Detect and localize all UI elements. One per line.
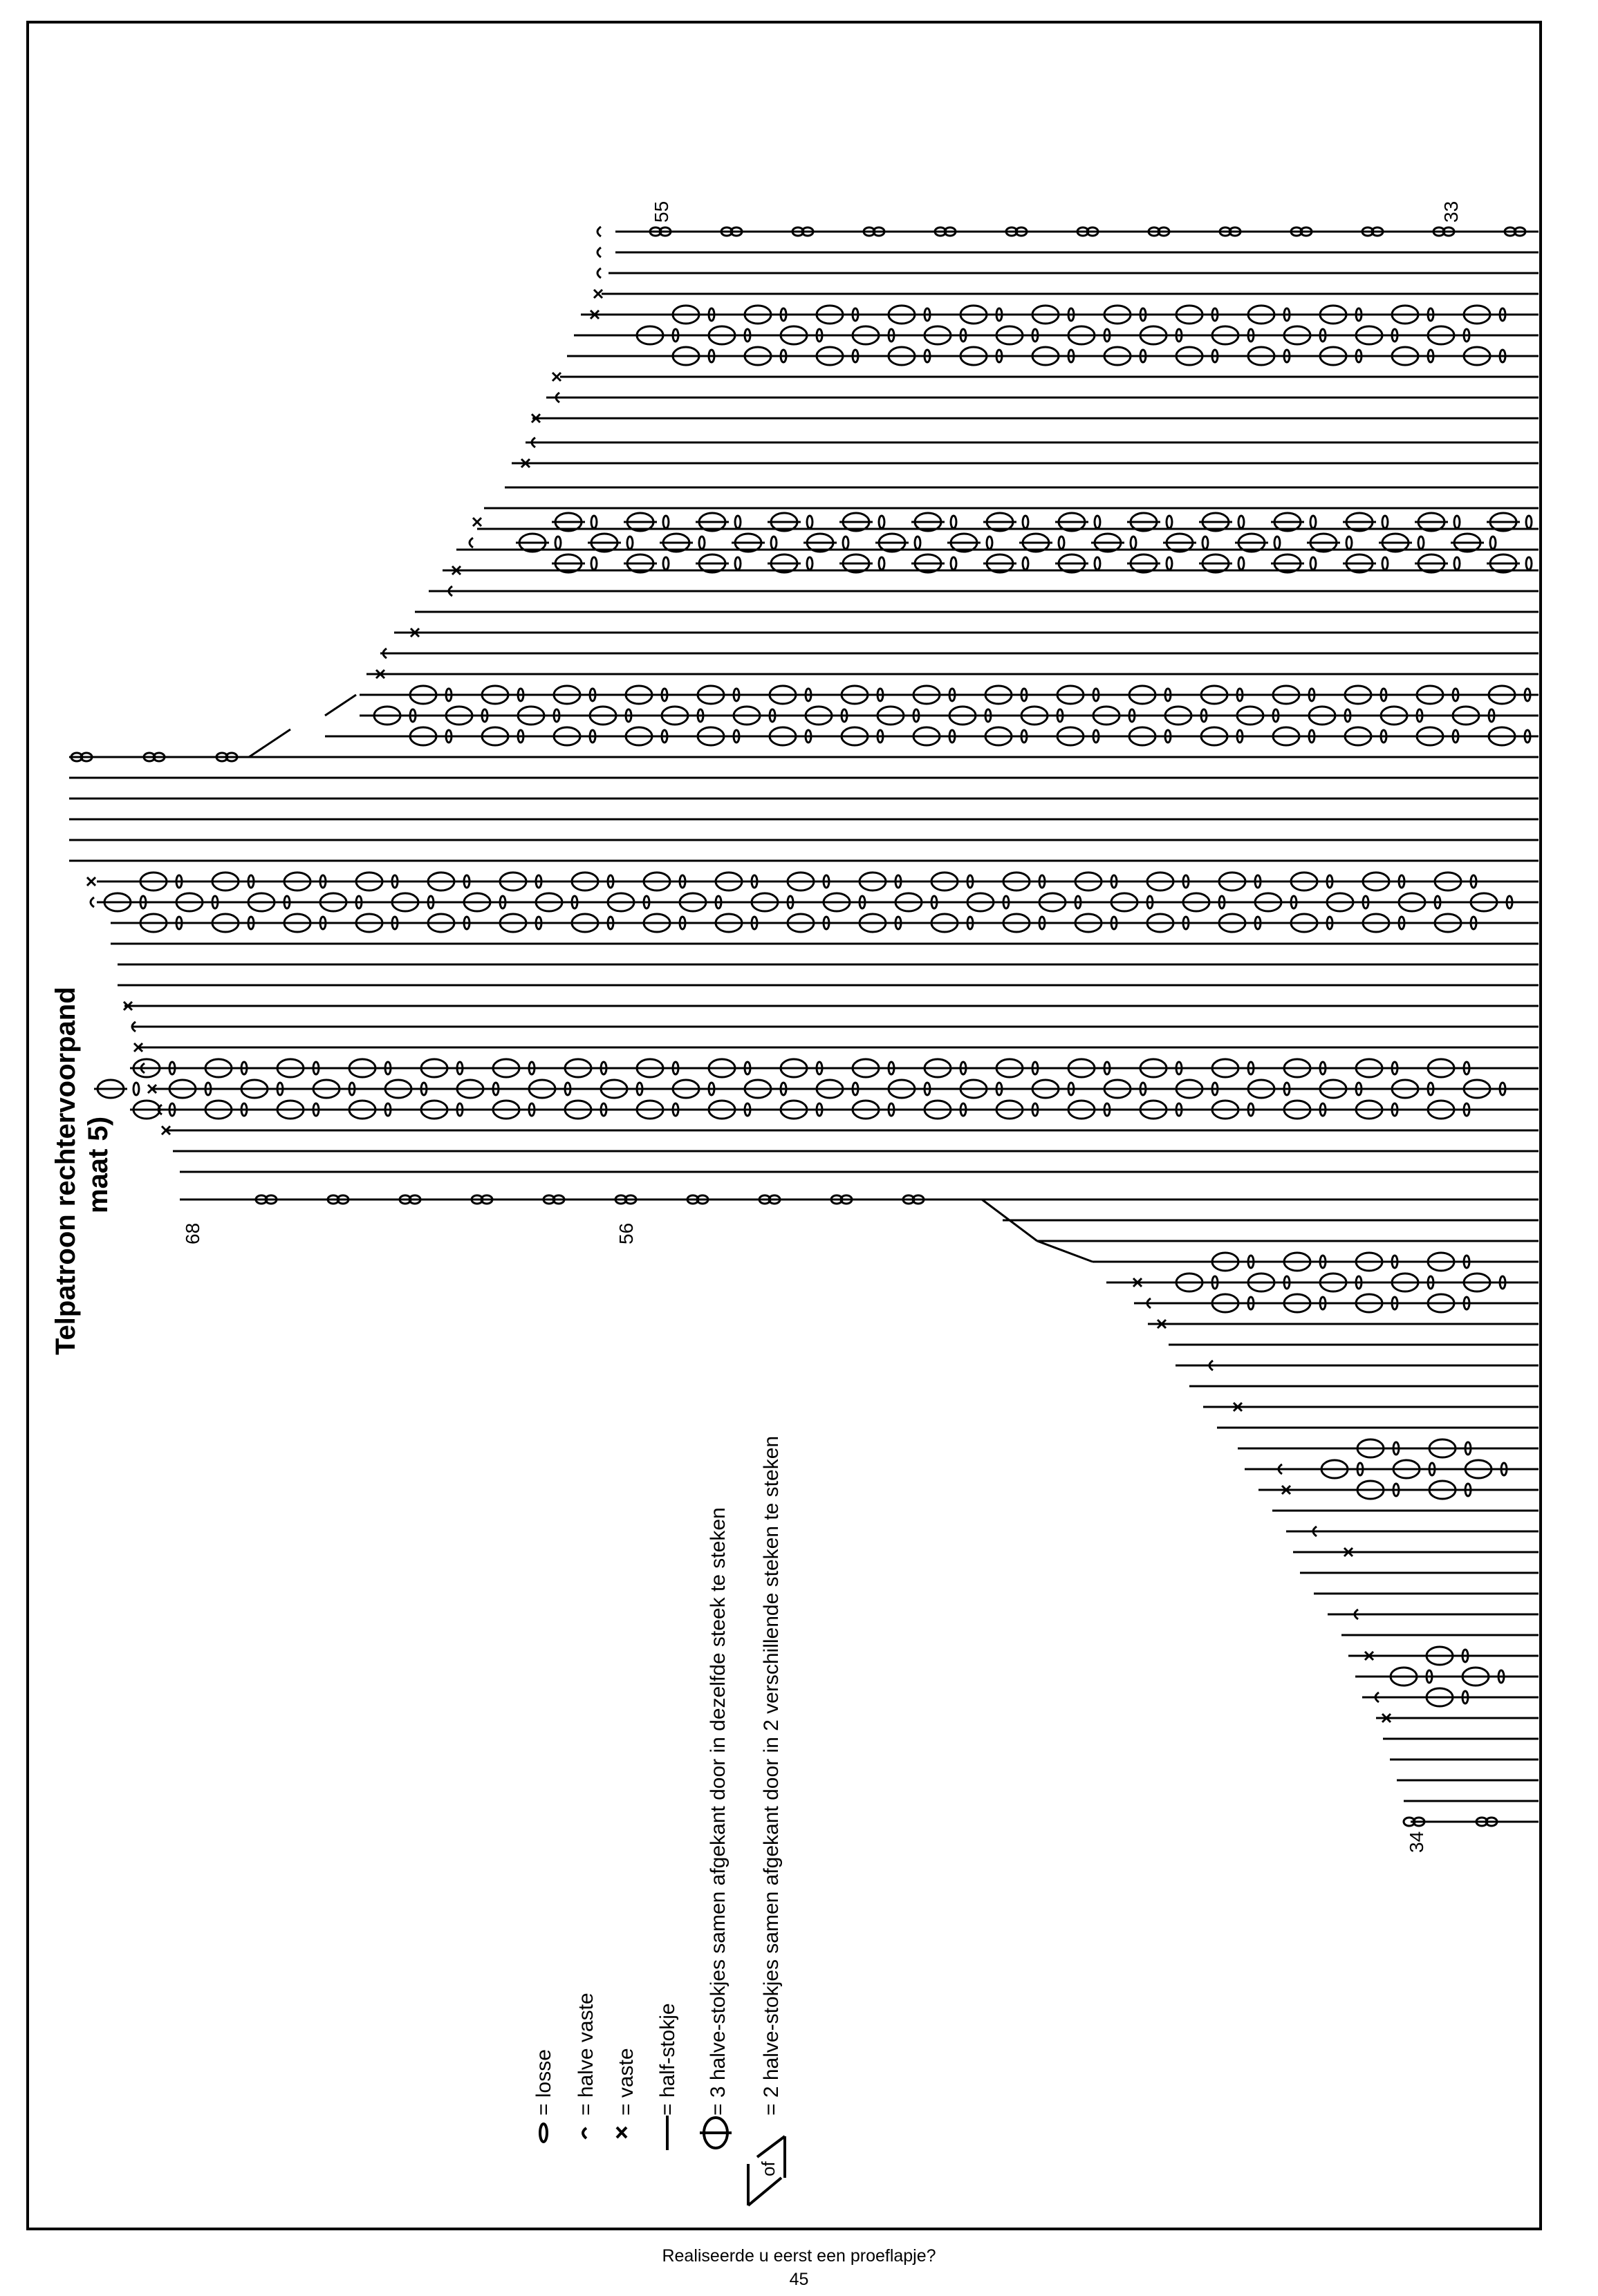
chain-stitch-mark (627, 536, 633, 549)
slip-stitch-mark (470, 538, 473, 548)
slip-stitch-mark (91, 897, 94, 907)
chain-stitch-mark (1059, 536, 1064, 549)
legend-label-three-hdc: = 3 halve-stokjes samen afgekant door in dezelfde steek te steken (707, 1507, 730, 2116)
legend (532, 1436, 785, 2205)
chain-stitch-mark (1095, 516, 1100, 528)
chain-stitch-mark (1167, 557, 1172, 570)
losse-icon (540, 2124, 547, 2142)
chain-stitch-mark (1454, 516, 1460, 528)
chain-stitch-mark (591, 516, 597, 528)
chain-stitch-mark (663, 557, 669, 570)
chain-stitch-mark (807, 557, 812, 570)
chart-title: Telpatroon rechtervoorpand (50, 987, 81, 1355)
shaping-diagonal (1037, 1241, 1093, 1262)
chain-stitch-mark (951, 516, 956, 528)
shaping-diagonal (325, 695, 356, 716)
chain-stitch-mark (1382, 516, 1388, 528)
chain-stitch-mark (951, 557, 956, 570)
single-crochet-mark (594, 290, 602, 298)
chain-stitch-mark (915, 536, 920, 549)
row-number-55: 55 (651, 200, 672, 223)
chain-stitch-mark (735, 516, 741, 528)
row-number-34: 34 (1406, 1831, 1427, 1853)
single-crochet-mark (87, 877, 95, 886)
legend-label-vaste: = vaste (615, 2048, 638, 2116)
chain-stitch-mark (133, 1083, 139, 1095)
chain-stitch-mark (1023, 557, 1028, 570)
chain-stitch-mark (1274, 536, 1280, 549)
chain-stitch-mark (987, 536, 992, 549)
chain-stitch-mark (1238, 557, 1244, 570)
halve-vaste-icon (583, 2128, 586, 2138)
chain-stitch-mark (1310, 557, 1316, 570)
chain-stitch-mark (735, 557, 741, 570)
row-number-68: 68 (182, 1222, 203, 1244)
three-hdc-together-icon (700, 2118, 732, 2148)
chain-stitch-mark (699, 536, 705, 549)
chain-stitch-mark (807, 516, 812, 528)
chain-stitch-mark (1310, 516, 1316, 528)
chain-stitch-mark (1131, 536, 1136, 549)
chain-stitch-mark (1526, 557, 1532, 570)
chain-stitch-mark (1238, 516, 1244, 528)
chain-stitch-mark (1490, 536, 1496, 549)
legend-of-label: of (758, 2161, 779, 2176)
page-number: 45 (789, 2270, 809, 2289)
legend-label-half-stokje: = half-stokje (656, 2003, 679, 2116)
slip-stitch-mark (597, 268, 601, 278)
row-number-33: 33 (1440, 200, 1462, 223)
chain-stitch-mark (1023, 516, 1028, 528)
chain-stitch-mark (1202, 536, 1208, 549)
legend-label-two-hdc: = 2 halve-stokjes samen afgekant door in 2 verschillende steken te steken (760, 1435, 783, 2116)
chain-stitch-mark (879, 557, 884, 570)
single-crochet-mark (552, 373, 561, 381)
single-crochet-mark (473, 518, 481, 526)
page-footer (0, 2244, 1598, 2291)
chain-stitch-mark (555, 536, 561, 549)
chain-stitch-mark (1346, 536, 1352, 549)
vaste-icon (617, 2127, 626, 2138)
footer-note: Realiseerde u eerst een proeflapje? (662, 2246, 936, 2266)
chart-grid (69, 232, 1539, 1822)
chain-stitch-mark (879, 516, 884, 528)
chain-stitch-mark (663, 516, 669, 528)
row-number-56: 56 (615, 1222, 637, 1244)
chain-stitch-mark (1382, 557, 1388, 570)
slip-stitch-mark (597, 248, 601, 257)
chain-stitch-mark (1167, 516, 1172, 528)
chain-stitch-mark (1095, 557, 1100, 570)
chain-stitch-mark (1526, 516, 1532, 528)
chain-stitch-mark (1454, 557, 1460, 570)
chain-stitch-mark (771, 536, 777, 549)
shaping-diagonal (249, 729, 290, 757)
chain-stitch-mark (591, 557, 597, 570)
chain-stitch-mark (1418, 536, 1424, 549)
slip-stitch-mark (597, 227, 601, 236)
chain-stitch-mark (843, 536, 848, 549)
legend-label-halve-vaste: = halve vaste (575, 1992, 597, 2116)
chart-subtitle: maat 5) (83, 1116, 113, 1213)
legend-label-losse: = losse (532, 2049, 555, 2116)
